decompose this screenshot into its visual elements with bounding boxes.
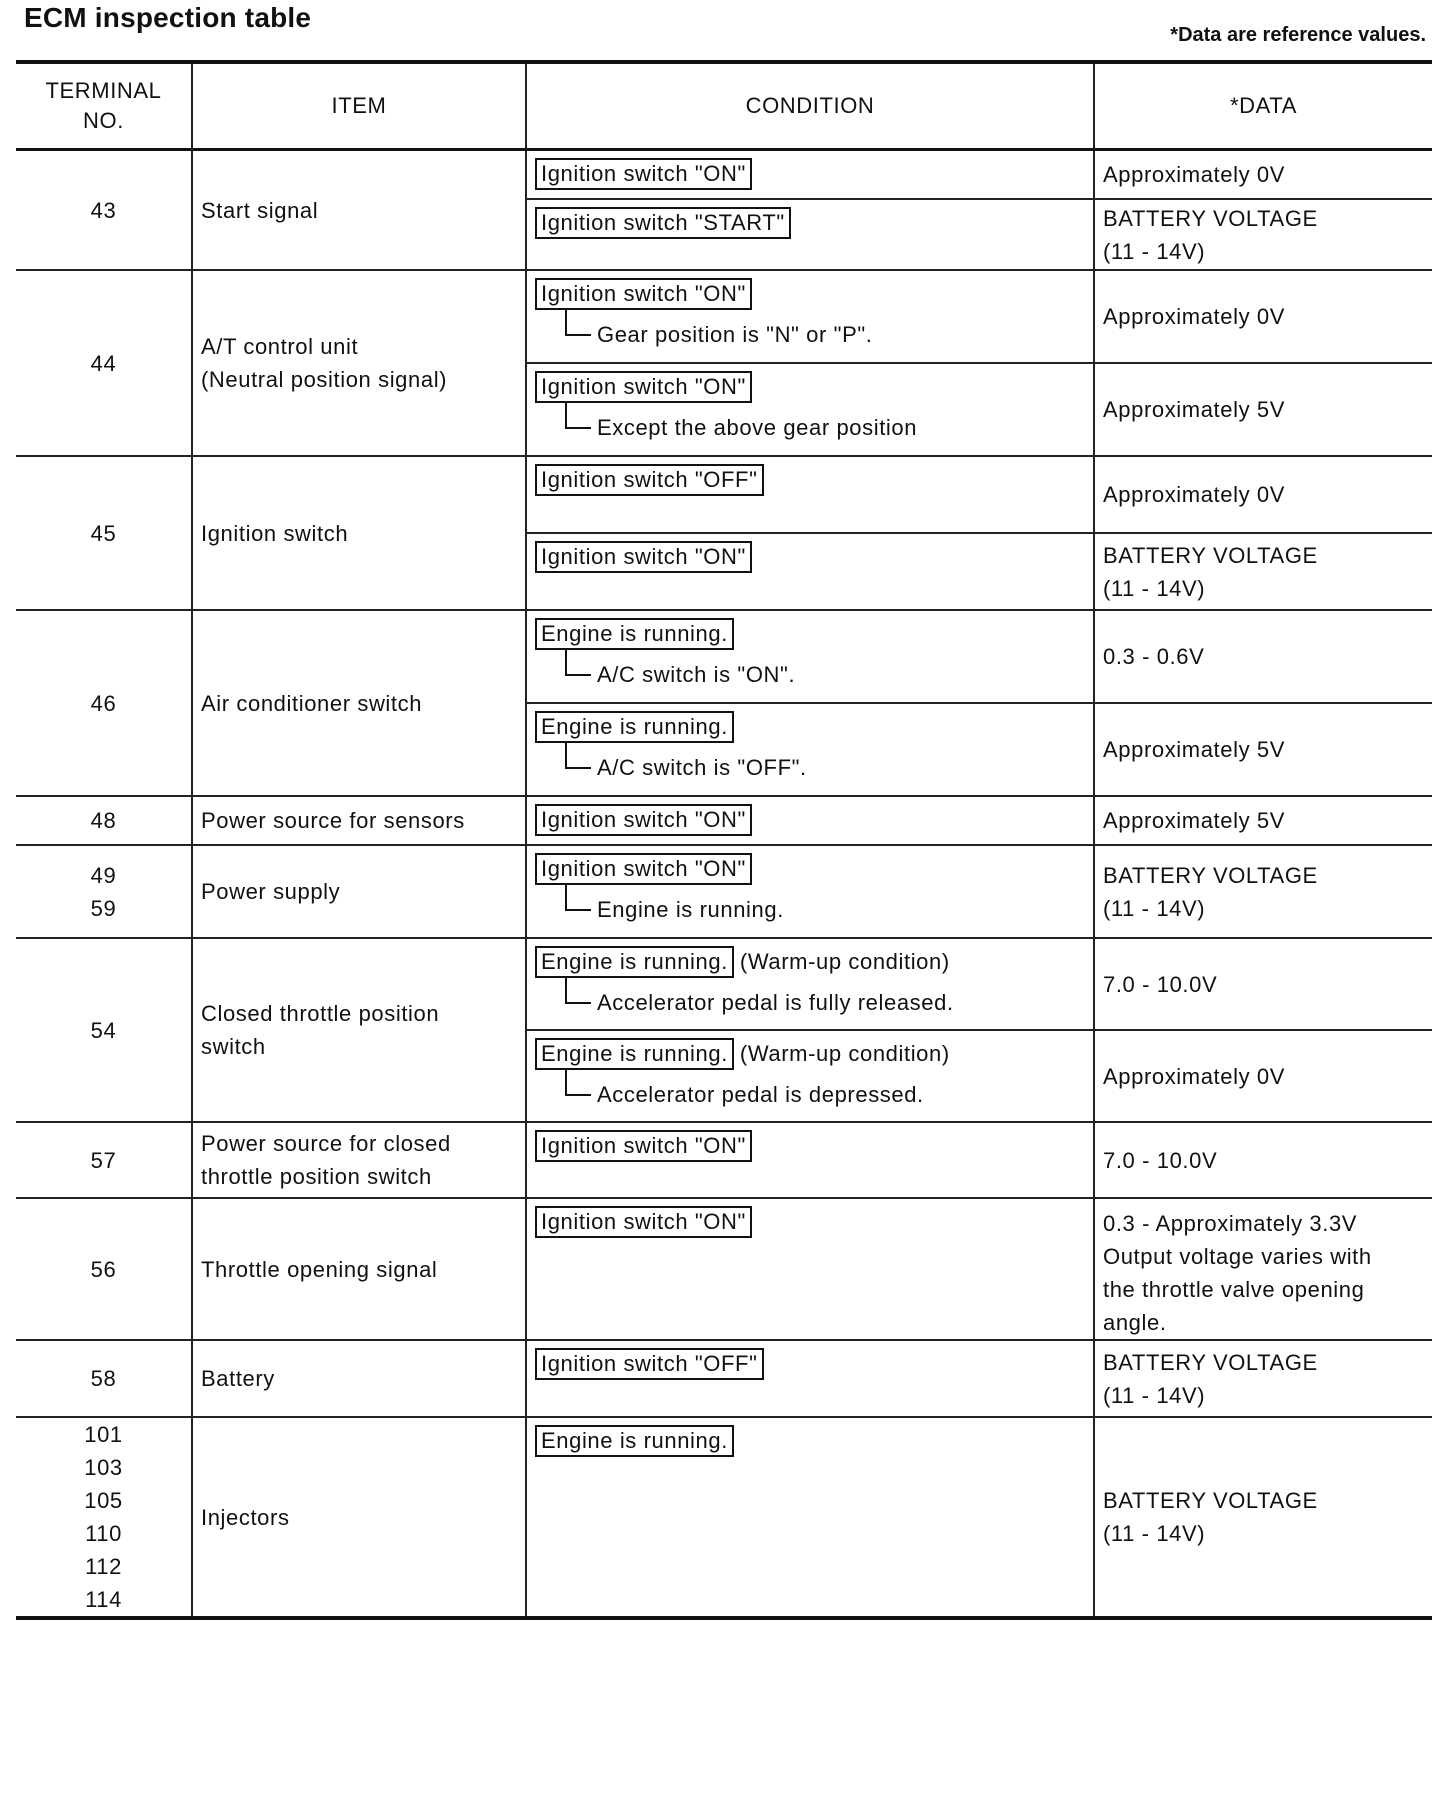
data-cell xyxy=(1094,270,1432,363)
item-line: Throttle opening signal xyxy=(201,1256,438,1282)
item-line: switch xyxy=(201,1034,266,1059)
data-cell xyxy=(1094,1122,1432,1198)
condition-cell xyxy=(526,150,1094,200)
condition-sub: A/C switch is "OFF". xyxy=(535,751,1087,784)
terminal-number: 43 xyxy=(90,197,117,223)
condition-extra: (Warm-up condition) xyxy=(739,1041,950,1066)
condition-box: Engine is running. xyxy=(535,1425,734,1457)
item-name xyxy=(192,456,526,610)
data-line: Approximately 0V xyxy=(1103,482,1286,507)
data-cell xyxy=(1094,796,1432,845)
reference-note: *Data are reference values. xyxy=(1170,24,1426,46)
terminal-no xyxy=(16,270,192,456)
condition-cell xyxy=(526,199,1094,270)
data-cell xyxy=(1094,533,1432,610)
item-name xyxy=(192,796,526,845)
data-line: BATTERY VOLTAGE xyxy=(1103,542,1318,568)
terminal-number: 103 xyxy=(84,1455,123,1480)
condition-cell xyxy=(526,1417,1094,1618)
table-row xyxy=(16,270,1432,363)
terminal-number: 46 xyxy=(90,690,117,716)
data-line: Approximately 0V xyxy=(1103,1063,1286,1089)
data-line: Approximately 5V xyxy=(1103,737,1286,762)
item-line: Battery xyxy=(201,1366,275,1391)
condition-cell xyxy=(526,796,1094,845)
terminal-no xyxy=(16,1122,192,1198)
condition-sub: Except the above gear position xyxy=(535,411,1087,444)
condition-cell xyxy=(526,1122,1094,1198)
data-cell xyxy=(1094,845,1432,938)
terminal-number: 105 xyxy=(84,1488,123,1513)
data-cell xyxy=(1094,1030,1432,1122)
condition-box: Engine is running. xyxy=(535,618,734,650)
terminal-number: 112 xyxy=(85,1554,122,1579)
data-line: angle. xyxy=(1103,1310,1167,1335)
condition-box: Ignition switch "ON" xyxy=(535,1206,752,1238)
condition-sub: Accelerator pedal is depressed. xyxy=(535,1078,1087,1111)
item-line: Closed throttle position xyxy=(201,1001,440,1026)
condition-box: Engine is running. xyxy=(535,1038,734,1070)
condition-box: Ignition switch "ON" xyxy=(535,804,752,836)
table-row xyxy=(16,938,1432,1030)
data-line: (11 - 14V) xyxy=(1103,1521,1206,1546)
terminal-number: 49 xyxy=(90,862,117,888)
table-row xyxy=(16,456,1432,533)
ecm-inspection-table xyxy=(16,60,1432,1620)
item-line: Air conditioner switch xyxy=(201,690,423,716)
data-cell xyxy=(1094,938,1432,1030)
condition-cell xyxy=(526,1340,1094,1417)
condition-sub: A/C switch is "ON". xyxy=(535,658,1087,691)
terminal-no xyxy=(16,1417,192,1618)
table-body xyxy=(16,150,1432,1619)
table-row xyxy=(16,845,1432,938)
data-cell xyxy=(1094,363,1432,456)
terminal-number: 114 xyxy=(85,1587,122,1612)
condition-cell xyxy=(526,610,1094,703)
table-row xyxy=(16,610,1432,703)
data-line: (11 - 14V) xyxy=(1103,1382,1206,1408)
item-line: Power supply xyxy=(201,879,341,904)
terminal-no xyxy=(16,150,192,271)
condition-sub: Accelerator pedal is fully released. xyxy=(535,986,1087,1019)
page-title: ECM inspection table xyxy=(24,2,312,33)
item-name xyxy=(192,938,526,1122)
terminal-number: 58 xyxy=(90,1366,117,1391)
condition-cell xyxy=(526,1030,1094,1122)
data-line: Approximately 5V xyxy=(1103,808,1286,833)
item-line: Start signal xyxy=(201,197,319,223)
terminal-number: 57 xyxy=(90,1147,117,1173)
terminal-no xyxy=(16,1340,192,1417)
data-cell xyxy=(1094,150,1432,200)
data-cell xyxy=(1094,703,1432,796)
data-line: (11 - 14V) xyxy=(1103,575,1206,601)
condition-cell xyxy=(526,845,1094,938)
data-line: BATTERY VOLTAGE xyxy=(1103,1349,1318,1375)
data-cell xyxy=(1094,1340,1432,1417)
header-condition: CONDITION xyxy=(526,62,1094,150)
condition-cell xyxy=(526,1198,1094,1340)
data-line: (11 - 14V) xyxy=(1103,238,1206,264)
data-cell xyxy=(1094,1417,1432,1618)
data-cell xyxy=(1094,456,1432,533)
table-row xyxy=(16,1340,1432,1417)
data-line: 7.0 - 10.0V xyxy=(1103,1147,1218,1173)
terminal-number: 101 xyxy=(84,1422,123,1447)
condition-box: Ignition switch "OFF" xyxy=(535,1348,764,1380)
condition-box: Ignition switch "ON" xyxy=(535,371,752,403)
terminal-number: 44 xyxy=(90,350,117,376)
item-name xyxy=(192,150,526,271)
header-row xyxy=(16,62,1432,150)
condition-cell xyxy=(526,456,1094,533)
data-cell xyxy=(1094,610,1432,703)
condition-cell xyxy=(526,270,1094,363)
condition-box: Ignition switch "START" xyxy=(535,207,791,239)
item-name xyxy=(192,1198,526,1340)
data-line: Approximately 0V xyxy=(1103,162,1286,187)
condition-sub: Engine is running. xyxy=(535,893,1087,926)
header-item: ITEM xyxy=(192,62,526,150)
terminal-no xyxy=(16,938,192,1122)
table-row xyxy=(16,1198,1432,1340)
header-terminal-line: NO. xyxy=(83,108,124,133)
item-name xyxy=(192,1340,526,1417)
table-row xyxy=(16,796,1432,845)
table-row xyxy=(16,1122,1432,1198)
condition-box: Ignition switch "ON" xyxy=(535,158,752,190)
condition-cell xyxy=(526,533,1094,610)
item-line: (Neutral position signal) xyxy=(201,367,448,392)
data-line: BATTERY VOLTAGE xyxy=(1103,1488,1318,1513)
condition-box: Ignition switch "ON" xyxy=(535,853,752,885)
data-line: Approximately 5V xyxy=(1103,397,1286,422)
condition-extra: (Warm-up condition) xyxy=(739,949,950,974)
terminal-number: 56 xyxy=(90,1256,117,1282)
terminal-number: 110 xyxy=(85,1521,122,1546)
item-name xyxy=(192,845,526,938)
condition-box: Engine is running. xyxy=(535,711,734,743)
item-line: Power source for closed xyxy=(201,1131,451,1156)
terminal-number: 45 xyxy=(90,520,117,546)
data-line: BATTERY VOLTAGE xyxy=(1103,205,1318,231)
condition-cell xyxy=(526,363,1094,456)
data-line: the throttle valve opening xyxy=(1103,1277,1365,1302)
table-row xyxy=(16,1417,1432,1618)
terminal-number: 48 xyxy=(90,808,117,833)
terminal-no xyxy=(16,456,192,610)
condition-sub: Gear position is "N" or "P". xyxy=(535,318,1087,351)
table-row xyxy=(16,150,1432,200)
item-line: Injectors xyxy=(201,1504,290,1530)
condition-cell xyxy=(526,938,1094,1030)
item-name xyxy=(192,270,526,456)
item-line: A/T control unit xyxy=(201,334,359,359)
terminal-no xyxy=(16,845,192,938)
condition-box: Ignition switch "ON" xyxy=(535,278,752,310)
data-cell xyxy=(1094,1198,1432,1340)
data-line: 7.0 - 10.0V xyxy=(1103,971,1218,997)
terminal-number: 59 xyxy=(90,895,117,921)
item-line: throttle position switch xyxy=(201,1164,432,1189)
terminal-no xyxy=(16,610,192,796)
condition-box: Ignition switch "ON" xyxy=(535,1130,752,1162)
header-data: *DATA xyxy=(1094,62,1432,150)
data-line: (11 - 14V) xyxy=(1103,895,1206,921)
condition-cell xyxy=(526,703,1094,796)
data-line: BATTERY VOLTAGE xyxy=(1103,862,1318,888)
item-name xyxy=(192,1417,526,1618)
item-line: Ignition switch xyxy=(201,520,349,546)
condition-box: Ignition switch "OFF" xyxy=(535,464,764,496)
header-terminal-line: TERMINAL xyxy=(45,78,162,103)
item-line: Power source for sensors xyxy=(201,808,465,833)
data-line: Approximately 0V xyxy=(1103,304,1286,329)
data-line: Output voltage varies with xyxy=(1103,1244,1372,1269)
data-cell xyxy=(1094,199,1432,270)
item-name xyxy=(192,610,526,796)
data-line: 0.3 - Approximately 3.3V xyxy=(1103,1211,1358,1236)
terminal-number: 54 xyxy=(90,1017,117,1043)
header-terminal xyxy=(16,62,192,150)
condition-box: Ignition switch "ON" xyxy=(535,541,752,573)
condition-box: Engine is running. xyxy=(535,946,734,978)
data-line: 0.3 - 0.6V xyxy=(1103,644,1205,669)
terminal-no xyxy=(16,796,192,845)
terminal-no xyxy=(16,1198,192,1340)
item-name xyxy=(192,1122,526,1198)
